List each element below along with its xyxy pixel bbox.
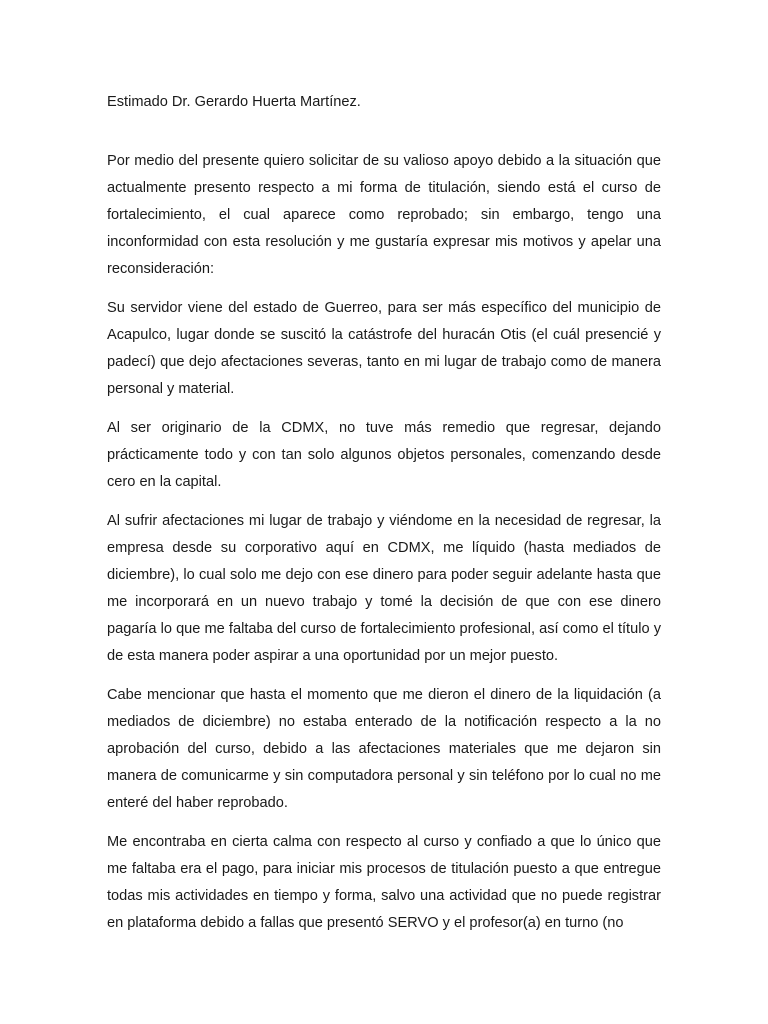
letter-greeting: Estimado Dr. Gerardo Huerta Martínez. xyxy=(107,94,361,110)
paragraph-request: Por medio del presente quiero solicitar de su valioso apoyo debido a la situación que actualmente presento respecto a mi forma de titulación, siendo está el curso de fortalecimiento, el cual aparece como reprobado; sin embargo, tengo una inconformidad con esta resolución y me gustaría expresar mis motivos y apelar una reconsideración: xyxy=(107,153,661,277)
paragraph-origin-acapulco: Su servidor viene del estado de Guerreo, para ser más específico del municipio de Acapulco, lugar donde se suscitó la catástrofe del huracán Otis (el cuál presencié y padecí) que dejo afectaciones severas, tanto en mi lugar de trabajo como de manera personal y material. xyxy=(107,300,661,397)
paragraph-return-cdmx: Al ser originario de la CDMX, no tuve más remedio que regresar, dejando prácticamente todo y con tan solo algunos objetos personales, comenzando desde cero en la capital. xyxy=(107,420,661,490)
letter-body xyxy=(107,89,661,949)
paragraph-course-status: Me encontraba en cierta calma con respecto al curso y confiado a que lo único que me faltaba era el pago, para iniciar mis procesos de titulación puesto a que entregue todas mis actividades en tiempo y forma, salvo una actividad que no puede registrar en plataforma debido a fallas que presentó SERVO y el profesor(a) en turno (no xyxy=(107,834,661,931)
paragraph-liquidation: Al sufrir afectaciones mi lugar de trabajo y viéndome en la necesidad de regresar, la empresa desde su corporativo aquí en CDMX, me líquido (hasta mediados de diciembre), lo cual solo me dejo con ese dinero para poder seguir adelante hasta que me incorporará en un nuevo trabajo y tomé la decisión de que con ese dinero pagaría lo que me faltaba del curso de fortalecimiento profesional, así como el título y de esta manera poder aspirar a una oportunidad por un mejor puesto. xyxy=(107,513,661,664)
paragraph-notification: Cabe mencionar que hasta el momento que me dieron el dinero de la liquidación (a mediados de diciembre) no estaba enterado de la notificación respecto a la no aprobación del curso, debido a las afectaciones materiales que me dejaron sin manera de comunicarme y sin computadora personal y sin teléfono por lo cual no me enteré del haber reprobado. xyxy=(107,687,661,811)
